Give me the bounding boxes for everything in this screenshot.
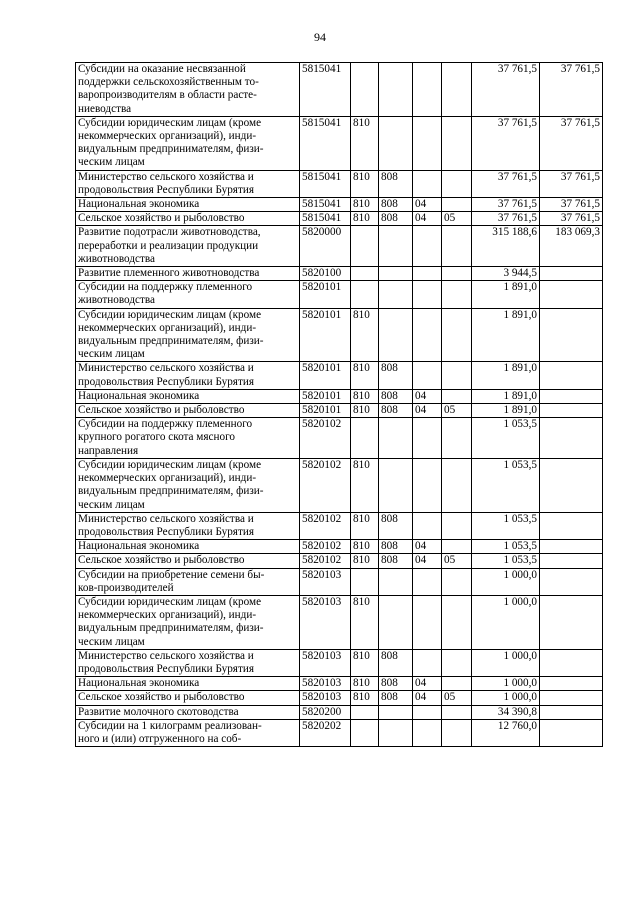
expense-type-code: [442, 705, 472, 719]
expense-type-code: [442, 281, 472, 308]
amount-year-1: 1 000,0: [472, 677, 540, 691]
target-code: 5820101: [300, 404, 351, 418]
department-code: 810: [351, 198, 379, 212]
department-code: 810: [351, 595, 379, 649]
budget-table: [75, 62, 603, 747]
amount-year-2: [540, 540, 603, 554]
amount-year-2: [540, 595, 603, 649]
target-code: 5820102: [300, 512, 351, 539]
department-code: 810: [351, 540, 379, 554]
amount-year-2: 37 761,5: [540, 198, 603, 212]
section-code: [379, 458, 413, 512]
department-code: 810: [351, 554, 379, 568]
amount-year-1: 37 761,5: [472, 116, 540, 170]
table-row: [76, 540, 603, 554]
department-code: [351, 418, 379, 459]
department-code: 810: [351, 170, 379, 197]
row-name: Субсидии на поддержку племенного животноводства: [76, 281, 300, 308]
row-name: Сельское хозяйство и рыболовство: [76, 691, 300, 705]
row-name: Национальная экономика: [76, 540, 300, 554]
department-code: 810: [351, 404, 379, 418]
department-code: [351, 267, 379, 281]
table-row: [76, 404, 603, 418]
row-name: Субсидии на приобретение семени бы- ков-производителей: [76, 568, 300, 595]
expense-type-code: [442, 719, 472, 746]
table-row: [76, 267, 603, 281]
target-code: 5815041: [300, 198, 351, 212]
target-code: 5820101: [300, 281, 351, 308]
amount-year-1: 37 761,5: [472, 170, 540, 197]
expense-type-code: [442, 458, 472, 512]
section-code: [379, 63, 413, 117]
row-name: Министерство сельского хозяйства и продовольствия Республики Бурятия: [76, 649, 300, 676]
amount-year-2: [540, 267, 603, 281]
subsection-code: [413, 170, 442, 197]
target-code: 5820102: [300, 458, 351, 512]
expense-type-code: [442, 595, 472, 649]
subsection-code: 04: [413, 212, 442, 226]
subsection-code: 04: [413, 540, 442, 554]
section-code: [379, 116, 413, 170]
amount-year-2: [540, 568, 603, 595]
target-code: 5820101: [300, 308, 351, 362]
target-code: 5820103: [300, 595, 351, 649]
amount-year-1: 1 000,0: [472, 568, 540, 595]
section-code: 808: [379, 362, 413, 389]
section-code: [379, 568, 413, 595]
row-name: Сельское хозяйство и рыболовство: [76, 554, 300, 568]
expense-type-code: 05: [442, 554, 472, 568]
section-code: [379, 418, 413, 459]
target-code: 5820102: [300, 418, 351, 459]
subsection-code: [413, 512, 442, 539]
subsection-code: [413, 719, 442, 746]
amount-year-1: 1 000,0: [472, 649, 540, 676]
expense-type-code: [442, 568, 472, 595]
subsection-code: 04: [413, 198, 442, 212]
section-code: [379, 267, 413, 281]
subsection-code: [413, 281, 442, 308]
section-code: [379, 595, 413, 649]
subsection-code: [413, 63, 442, 117]
department-code: [351, 568, 379, 595]
table-row: [76, 198, 603, 212]
expense-type-code: [442, 226, 472, 267]
expense-type-code: [442, 170, 472, 197]
amount-year-2: 183 069,3: [540, 226, 603, 267]
row-name: Развитие племенного животноводства: [76, 267, 300, 281]
section-code: 808: [379, 540, 413, 554]
table-row: [76, 308, 603, 362]
table-row: [76, 595, 603, 649]
table-row: [76, 418, 603, 459]
page-number: 94: [314, 30, 326, 44]
amount-year-2: [540, 649, 603, 676]
target-code: 5815041: [300, 116, 351, 170]
section-code: 808: [379, 170, 413, 197]
subsection-code: [413, 595, 442, 649]
amount-year-2: [540, 554, 603, 568]
subsection-code: [413, 649, 442, 676]
subsection-code: [413, 267, 442, 281]
amount-year-2: [540, 512, 603, 539]
amount-year-1: 1 891,0: [472, 281, 540, 308]
amount-year-2: [540, 308, 603, 362]
target-code: 5820103: [300, 649, 351, 676]
expense-type-code: 05: [442, 212, 472, 226]
department-code: 810: [351, 362, 379, 389]
amount-year-2: 37 761,5: [540, 170, 603, 197]
table-row: [76, 568, 603, 595]
row-name: Национальная экономика: [76, 198, 300, 212]
expense-type-code: 05: [442, 691, 472, 705]
target-code: 5820102: [300, 554, 351, 568]
amount-year-1: 1 053,5: [472, 554, 540, 568]
subsection-code: [413, 308, 442, 362]
amount-year-1: 37 761,5: [472, 212, 540, 226]
amount-year-2: 37 761,5: [540, 63, 603, 117]
department-code: [351, 705, 379, 719]
section-code: 808: [379, 649, 413, 676]
table-row: [76, 691, 603, 705]
expense-type-code: [442, 63, 472, 117]
subsection-code: 04: [413, 404, 442, 418]
table-row: [76, 554, 603, 568]
row-name: Субсидии юридическим лицам (кроме некоммерческих организаций), инди- видуальным предпринимателям, физи- ческим лицам: [76, 116, 300, 170]
section-code: 808: [379, 404, 413, 418]
target-code: 5820100: [300, 267, 351, 281]
target-code: 5815041: [300, 212, 351, 226]
target-code: 5820200: [300, 705, 351, 719]
table-row: [76, 170, 603, 197]
amount-year-2: [540, 458, 603, 512]
expense-type-code: [442, 198, 472, 212]
subsection-code: [413, 226, 442, 267]
table-row: [76, 281, 603, 308]
amount-year-1: 3 944,5: [472, 267, 540, 281]
amount-year-1: 1 891,0: [472, 404, 540, 418]
subsection-code: 04: [413, 389, 442, 403]
expense-type-code: 05: [442, 404, 472, 418]
amount-year-1: 1 891,0: [472, 389, 540, 403]
row-name: Субсидии юридическим лицам (кроме некоммерческих организаций), инди- видуальным предпринимателям, физи- ческим лицам: [76, 458, 300, 512]
section-code: 808: [379, 691, 413, 705]
expense-type-code: [442, 540, 472, 554]
table-row: [76, 212, 603, 226]
section-code: [379, 705, 413, 719]
row-name: Развитие подотрасли животноводства, переработки и реализации продукции животноводства: [76, 226, 300, 267]
amount-year-2: 37 761,5: [540, 212, 603, 226]
table-body: [76, 63, 603, 747]
amount-year-1: 1 053,5: [472, 458, 540, 512]
expense-type-code: [442, 418, 472, 459]
expense-type-code: [442, 389, 472, 403]
amount-year-2: [540, 281, 603, 308]
subsection-code: 04: [413, 691, 442, 705]
table-row: [76, 512, 603, 539]
table-row: [76, 116, 603, 170]
table-row: [76, 649, 603, 676]
subsection-code: [413, 116, 442, 170]
row-name: Субсидии на поддержку племенного крупного рогатого скота мясного направления: [76, 418, 300, 459]
target-code: 5820103: [300, 568, 351, 595]
target-code: 5820101: [300, 389, 351, 403]
row-name: Субсидии на 1 килограмм реализован- ного и (или) отгруженного на соб-: [76, 719, 300, 746]
amount-year-2: [540, 404, 603, 418]
expense-type-code: [442, 116, 472, 170]
amount-year-1: 1 000,0: [472, 691, 540, 705]
row-name: Сельское хозяйство и рыболовство: [76, 404, 300, 418]
subsection-code: [413, 705, 442, 719]
amount-year-2: [540, 362, 603, 389]
amount-year-1: 1 891,0: [472, 362, 540, 389]
target-code: 5820103: [300, 691, 351, 705]
amount-year-2: [540, 691, 603, 705]
department-code: 810: [351, 116, 379, 170]
amount-year-1: 1 053,5: [472, 512, 540, 539]
department-code: 810: [351, 677, 379, 691]
row-name: Министерство сельского хозяйства и продовольствия Республики Бурятия: [76, 170, 300, 197]
section-code: [379, 308, 413, 362]
department-code: 810: [351, 308, 379, 362]
amount-year-1: 1 891,0: [472, 308, 540, 362]
amount-year-2: [540, 719, 603, 746]
amount-year-1: 37 761,5: [472, 198, 540, 212]
department-code: 810: [351, 389, 379, 403]
target-code: 5820202: [300, 719, 351, 746]
amount-year-1: 315 188,6: [472, 226, 540, 267]
amount-year-1: 1 000,0: [472, 595, 540, 649]
target-code: 5815041: [300, 63, 351, 117]
amount-year-1: 37 761,5: [472, 63, 540, 117]
department-code: 810: [351, 691, 379, 705]
row-name: Министерство сельского хозяйства и продовольствия Республики Бурятия: [76, 362, 300, 389]
department-code: 810: [351, 458, 379, 512]
expense-type-code: [442, 677, 472, 691]
table-row: [76, 458, 603, 512]
table-row: [76, 362, 603, 389]
section-code: 808: [379, 512, 413, 539]
row-name: Развитие молочного скотоводства: [76, 705, 300, 719]
row-name: Субсидии юридическим лицам (кроме некоммерческих организаций), инди- видуальным предпринимателям, физи- ческим лицам: [76, 595, 300, 649]
amount-year-1: 1 053,5: [472, 418, 540, 459]
expense-type-code: [442, 362, 472, 389]
amount-year-1: 1 053,5: [472, 540, 540, 554]
target-code: 5815041: [300, 170, 351, 197]
expense-type-code: [442, 267, 472, 281]
amount-year-1: 34 390,8: [472, 705, 540, 719]
row-name: Национальная экономика: [76, 389, 300, 403]
department-code: 810: [351, 212, 379, 226]
amount-year-2: [540, 705, 603, 719]
row-name: Субсидии юридическим лицам (кроме некоммерческих организаций), инди- видуальным предпринимателям, физи- ческим лицам: [76, 308, 300, 362]
department-code: 810: [351, 512, 379, 539]
section-code: [379, 226, 413, 267]
table-row: [76, 719, 603, 746]
department-code: 810: [351, 649, 379, 676]
expense-type-code: [442, 649, 472, 676]
section-code: 808: [379, 198, 413, 212]
department-code: [351, 226, 379, 267]
section-code: 808: [379, 212, 413, 226]
department-code: [351, 63, 379, 117]
table-row: [76, 705, 603, 719]
row-name: Сельское хозяйство и рыболовство: [76, 212, 300, 226]
table-row: [76, 226, 603, 267]
department-code: [351, 719, 379, 746]
amount-year-2: [540, 677, 603, 691]
section-code: 808: [379, 389, 413, 403]
row-name: Национальная экономика: [76, 677, 300, 691]
subsection-code: 04: [413, 677, 442, 691]
subsection-code: [413, 568, 442, 595]
target-code: 5820103: [300, 677, 351, 691]
row-name: Субсидии на оказание несвязанной поддержки сельскохозяйственным то- варопроизводителям в области расте- ниеводства: [76, 63, 300, 117]
subsection-code: [413, 362, 442, 389]
row-name: Министерство сельского хозяйства и продовольствия Республики Бурятия: [76, 512, 300, 539]
expense-type-code: [442, 308, 472, 362]
subsection-code: [413, 418, 442, 459]
amount-year-2: [540, 418, 603, 459]
subsection-code: [413, 458, 442, 512]
target-code: 5820000: [300, 226, 351, 267]
section-code: 808: [379, 677, 413, 691]
target-code: 5820102: [300, 540, 351, 554]
section-code: 808: [379, 554, 413, 568]
amount-year-2: [540, 389, 603, 403]
expense-type-code: [442, 512, 472, 539]
table-row: [76, 63, 603, 117]
section-code: [379, 281, 413, 308]
department-code: [351, 281, 379, 308]
amount-year-2: 37 761,5: [540, 116, 603, 170]
subsection-code: 04: [413, 554, 442, 568]
target-code: 5820101: [300, 362, 351, 389]
table-row: [76, 677, 603, 691]
table-row: [76, 389, 603, 403]
amount-year-1: 12 760,0: [472, 719, 540, 746]
section-code: [379, 719, 413, 746]
